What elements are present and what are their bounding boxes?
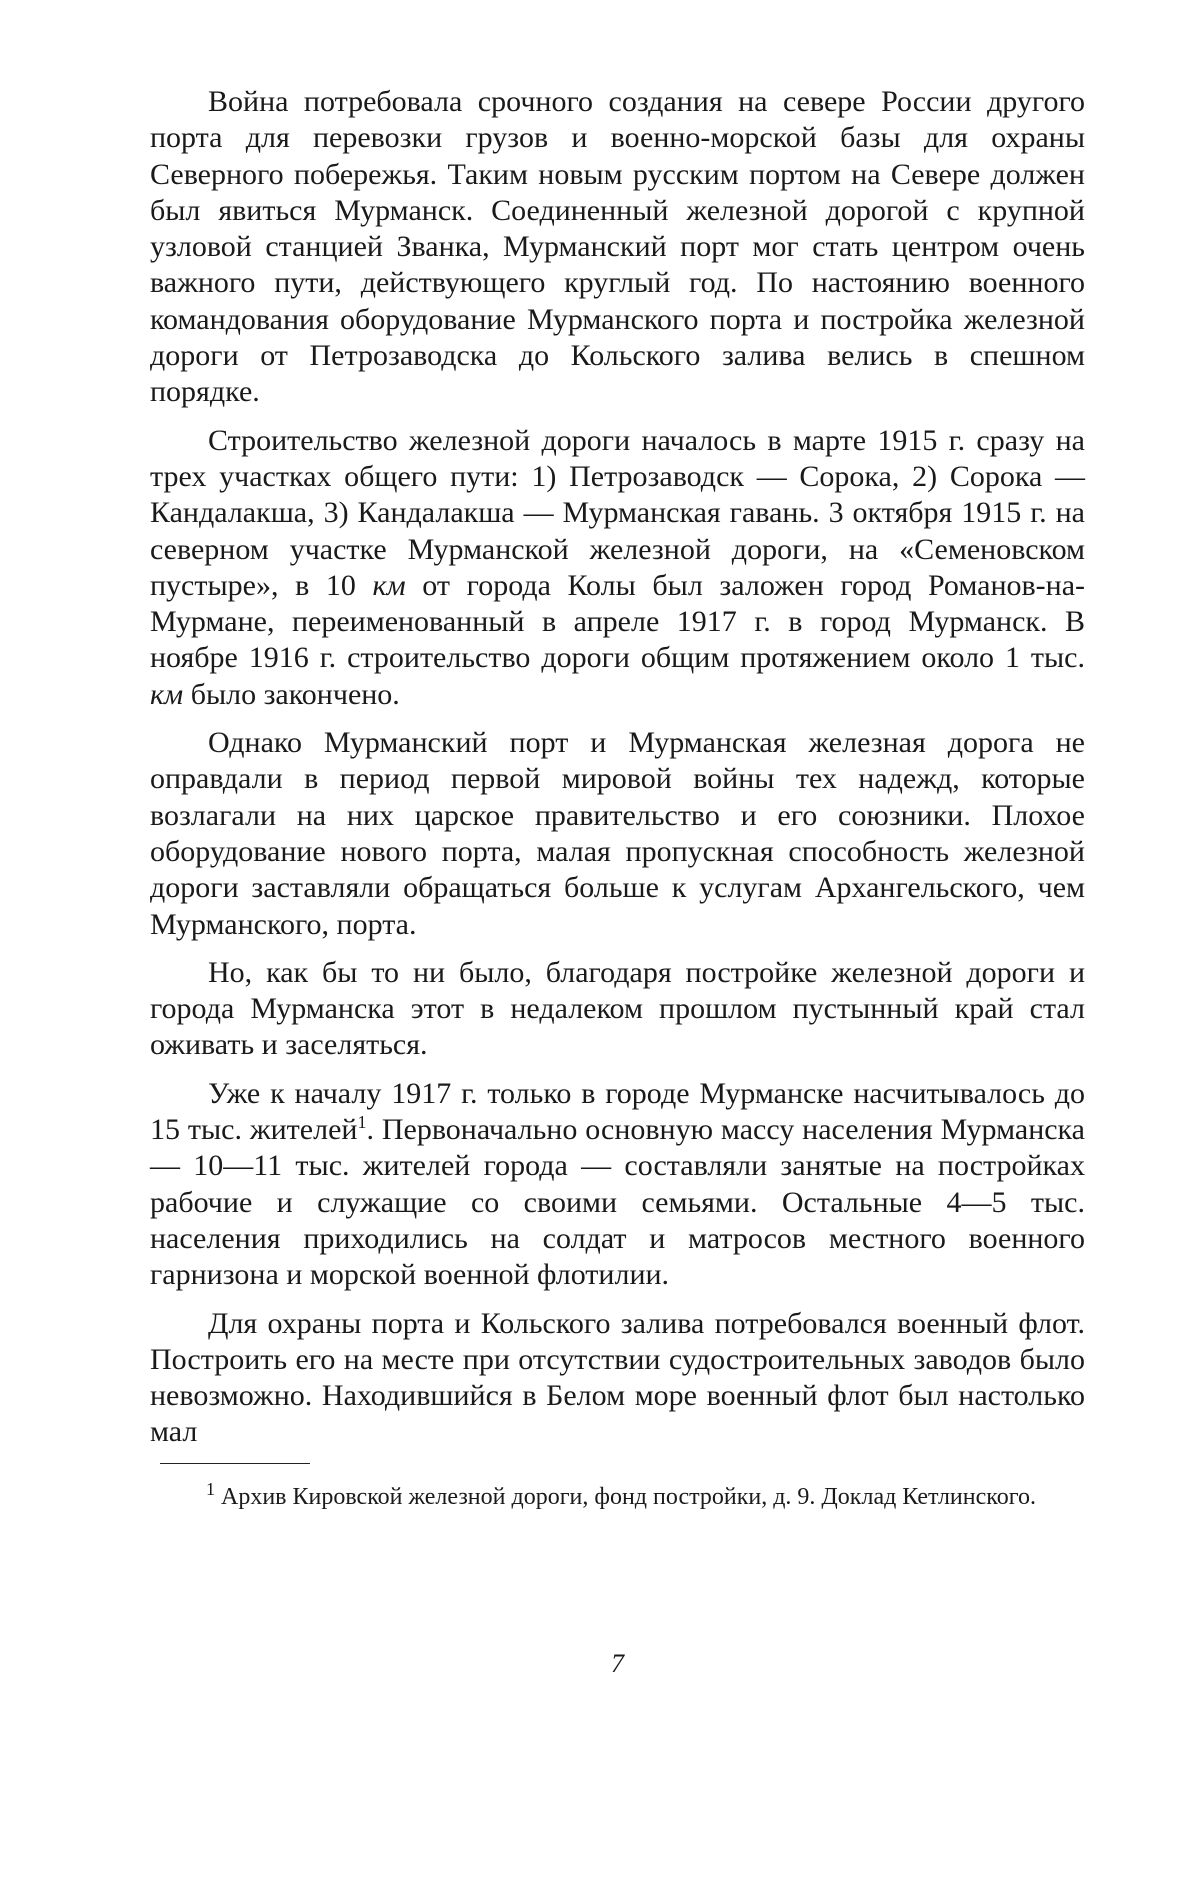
footnote-divider — [160, 1463, 310, 1464]
paragraph-5-rest: . Первоначально основную массу населения Мурманска — 10—11 тыс. жителей города — составляли занятые на постройках рабочие и служащие со своими семьями. Остальные 4—5 тыс. населения приходились на солдат и матросов местного военного гарнизона и морской военной флотилии. — [150, 1113, 1085, 1292]
footnote — [150, 1478, 1085, 1512]
page-number: 7 — [611, 1649, 624, 1678]
footnote-text: Архив Кировской железной дороги, фонд постройки, д. 9. Доклад Кетлинского. — [215, 1483, 1036, 1510]
paragraph-4: Но, как бы то ни было, благодаря постройке железной дороги и города Мурманска этот в недалеком прошлом пустынный край стал оживать и заселяться. — [150, 955, 1085, 1062]
page-body — [150, 84, 1086, 1678]
footnote-reference[interactable]: 1 — [357, 1112, 367, 1133]
paragraph-2 — [150, 423, 1085, 713]
paragraph-2-middle: от города Колы был заложен город Романов-на-Мурмане, переименованный в апреле 1917 г. в город Мурманск. В ноябре 1916 г. строительство дороги общим протяжением около 1 тыс. — [150, 568, 1086, 675]
paragraph-1: Война потребовала срочного создания на севере России другого порта для перевозки грузов и военно-морской базы для охраны Северного побережья. Таким новым русским портом на Севере должен был явиться Мурманск. Соединенный железной дорогой с крупной узловой станцией Званка, Мурманский порт мог стать центром очень важного пути, действующего круглый год. По настоянию военного командования оборудование Мурманского порта и постройка железной дороги от Петрозаводска до Кольского залива велись в спешном порядке. — [150, 85, 1085, 409]
unit-km: км — [150, 677, 184, 711]
paragraph-2-end: было закончено. — [183, 677, 400, 711]
paragraph-5 — [150, 1076, 1085, 1294]
paragraph-2-start: Строительство железной дороги началось в марте 1915 г. сразу на трех участках общего пути: 1) Петрозаводск — Сорока, 2) Сорока — Кандалакша, 3) Кандалакша — Мурманская гавань. 3 октября 1915 г. на северном участке Мурманской железной дороги, на «Семеновском пустыре», в 10 — [150, 423, 1085, 602]
footnote-mark: 1 — [206, 1478, 215, 1499]
paragraph-6: Для охраны порта и Кольского залива потребовался военный флот. Построить его на месте при отсутствии судостроительных заводов было невозможно. Находившийся в Белом море военный флот был настолько мал — [150, 1306, 1085, 1449]
paragraph-5-start: Уже к началу 1917 г. только в городе Мурманске насчитывалось до 15 тыс. жителей — [150, 1076, 1085, 1147]
paragraph-3: Однако Мурманский порт и Мурманская железная дорога не оправдали в период первой мировой войны тех надежд, которые возлагали на них царское правительство и его союзники. Плохое оборудование нового порта, малая пропускная способность железной дороги заставляли обращаться больше к услугам Архангельского, чем Мурманского, порта. — [150, 726, 1085, 941]
unit-km: км — [372, 568, 406, 602]
